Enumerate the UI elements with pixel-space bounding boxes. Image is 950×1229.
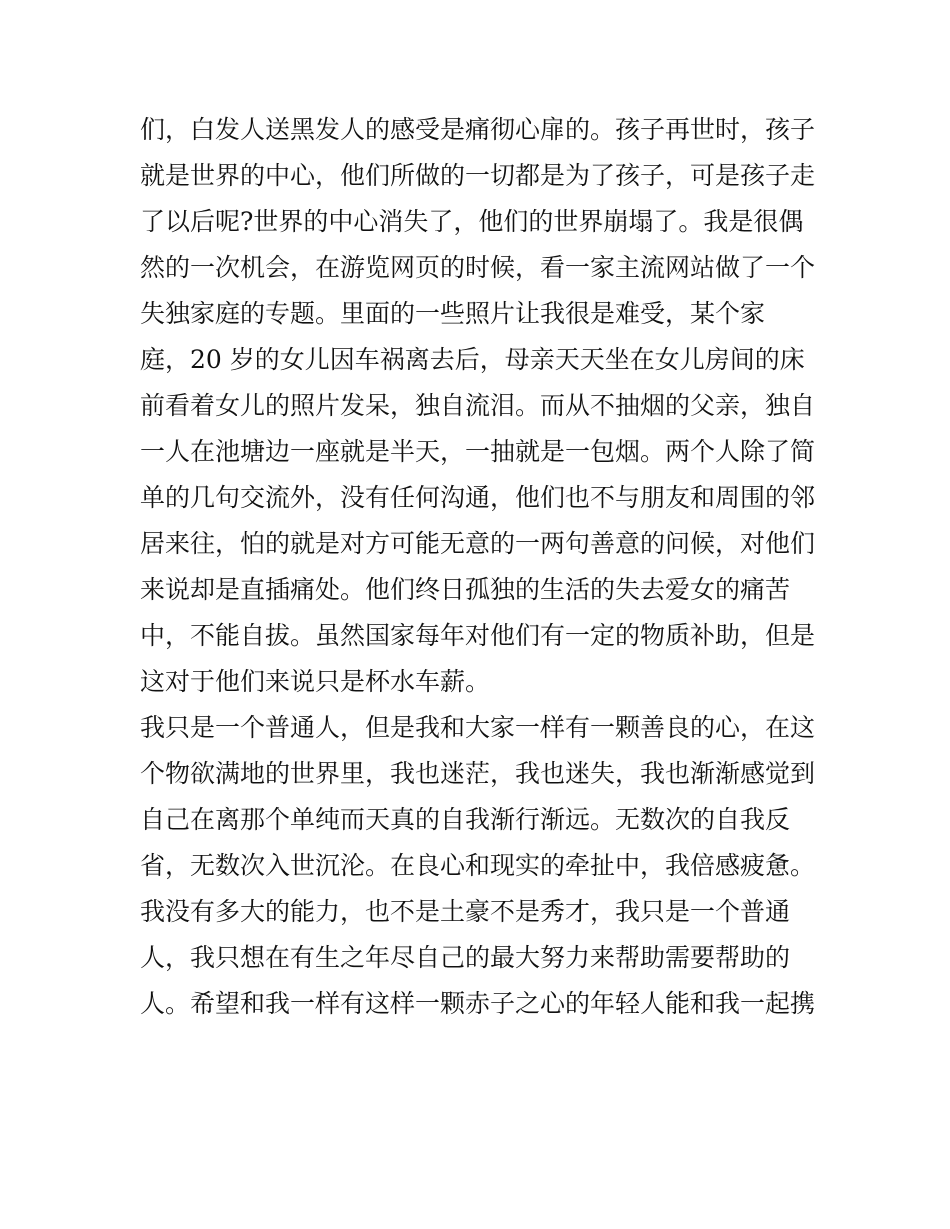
text-line: 们，白发人送黑发人的感受是痛彻心扉的。孩子再世时，孩子 [140,115,816,144]
text-line: 失独家庭的专题。里面的一些照片让我很是难受，某个家 [140,299,766,328]
body-text [140,107,820,1027]
text-line: 省，无数次入世沉沦。在良心和现实的牵扯中，我倍感疲惫。 [140,851,816,880]
text-line: 我只是一个普通人，但是我和大家一样有一颗善良的心，在这 [140,713,816,742]
text-line: 人。希望和我一样有这样一颗赤子之心的年轻人能和我一起携 [140,989,816,1018]
text-line: 然的一次机会，在游览网页的时候，看一家主流网站做了一个 [140,253,816,282]
text-line: 人，我只想在有生之年尽自己的最大努力来帮助需要帮助的 [140,943,791,972]
text-line: 中，不能自拔。虽然国家每年对他们有一定的物质补助，但是 [140,621,816,650]
text-line: 单的几句交流外，没有任何沟通，他们也不与朋友和周围的邻 [140,483,816,512]
text-line: 就是世界的中心，他们所做的一切都是为了孩子，可是孩子走 [140,161,816,190]
text-line: 自己在离那个单纯而天真的自我渐行渐远。无数次的自我反 [140,805,791,834]
text-line: 来说却是直插痛处。他们终日孤独的生活的失去爱女的痛苦 [140,575,791,604]
text-line: 庭，20 岁的女儿因车祸离去后，母亲天天坐在女儿房间的床 [140,345,805,374]
text-line: 个物欲满地的世界里，我也迷茫，我也迷失，我也渐渐感觉到 [140,759,816,788]
text-line: 这对于他们来说只是杯水车薪。 [140,667,491,696]
text-line: 前看着女儿的照片发呆，独自流泪。而从不抽烟的父亲，独自 [140,391,816,420]
text-line: 我没有多大的能力，也不是土豪不是秀才，我只是一个普通 [140,897,791,926]
text-line: 居来往，怕的就是对方可能无意的一两句善意的问候，对他们 [140,529,816,558]
text-line: 一人在池塘边一座就是半天，一抽就是一包烟。两个人除了简 [140,437,816,466]
text-line: 了以后呢?世界的中心消失了，他们的世界崩塌了。我是很偶 [140,207,804,236]
